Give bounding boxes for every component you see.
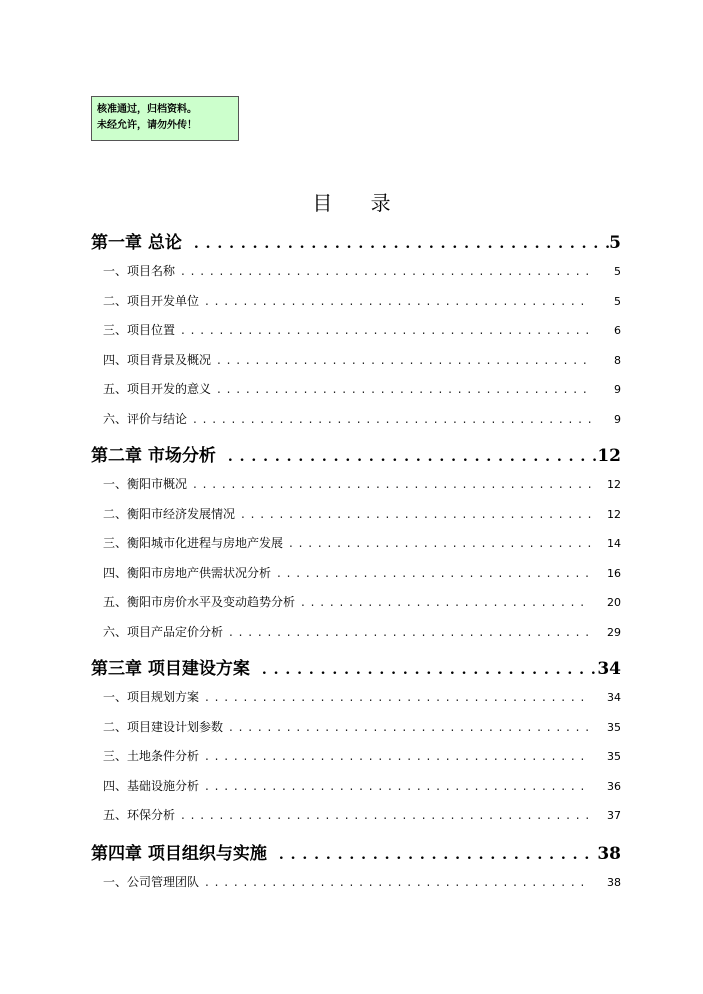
toc-entry-title: 六、项目产品定价分析 [103,625,224,639]
toc-section-entry[interactable] [91,688,621,705]
toc-dot-leader [193,412,591,426]
toc-section-entry[interactable] [91,534,621,551]
toc-dot-leader [181,323,591,337]
toc-section-entry[interactable] [91,475,621,492]
toc-page-number: 37 [607,809,621,823]
toc-chapter-entry[interactable] [91,654,621,679]
toc-page-number: 16 [607,566,621,580]
toc-section-entry[interactable] [91,351,621,368]
toc-dot-leader [262,662,597,678]
toc-section-entry[interactable] [91,564,621,581]
toc-section-entry[interactable] [91,593,621,610]
toc-page-number: 9 [614,383,621,397]
toc-dot-leader [241,507,591,521]
toc-page-number: 38 [597,844,621,864]
toc-page-number: 35 [607,720,621,734]
toc-chapter-entry[interactable] [91,441,621,466]
toc-page-number: 38 [607,876,621,889]
toc-page-number: 5 [614,294,621,308]
toc-dot-leader [194,236,609,252]
toc-dot-leader [181,808,591,822]
toc-entry-title: 二、项目开发单位 [103,293,200,308]
toc-entry-title: 三、项目位置 [103,323,176,338]
toc-page-number: 34 [607,691,621,704]
toc-entry-title: 二、衡阳市经济发展情况 [103,506,236,521]
toc-page-number: 36 [607,779,621,793]
toc-entry-title: 四、项目背景及概况 [103,352,212,367]
toc-dot-leader [217,353,591,367]
toc-page-number: 8 [614,353,621,367]
toc-section-entry[interactable] [91,380,621,397]
toc-page-number: 12 [607,478,621,491]
toc-section-entry[interactable] [91,505,621,522]
toc-dot-leader [205,749,591,763]
toc-section-entry[interactable] [91,747,621,764]
toc-dot-leader [205,690,591,704]
toc-entry-title: 一、项目名称 [103,264,176,278]
toc-entry-title: 三、衡阳城市化进程与房地产发展 [103,536,284,551]
toc-entry-title: 五、环保分析 [103,808,176,823]
toc-entry-title: 六、评价与结论 [103,412,188,426]
toc-dot-leader [228,449,597,465]
toc-entry-title: 五、衡阳市房价水平及变动趋势分析 [103,595,296,610]
toc-page-number: 12 [597,446,621,466]
toc-section-entry[interactable] [91,262,621,279]
toc-page-number: 14 [607,537,621,551]
approval-stamp [91,96,239,141]
toc-chapter-entry[interactable] [91,839,621,864]
toc-page-number: 29 [607,626,621,639]
toc-page-number: 35 [607,750,621,764]
toc-entry-title: 第二章 市场分析 [91,446,216,466]
toc-page-number: 12 [607,507,621,521]
stamp-line-2: 未经允许，请勿外传！ [97,120,197,131]
toc-entry-title: 二、项目建设计划参数 [103,719,224,734]
toc-chapter-entry[interactable] [91,228,621,253]
toc-page-number: 5 [614,265,621,278]
toc-section-entry[interactable] [91,806,621,823]
toc-dot-leader [193,477,591,491]
toc-dot-leader [229,625,591,639]
toc-dot-leader [277,566,591,580]
toc-entry-title: 一、项目规划方案 [103,690,200,704]
toc-page-number: 5 [609,233,621,253]
toc-entry-title: 四、衡阳市房地产供需状况分析 [103,565,272,580]
toc-entry-title: 一、衡阳市概况 [103,477,188,491]
toc-dot-leader [217,382,591,396]
toc-entry-title: 三、土地条件分析 [103,749,200,764]
toc-title: 目 录 [312,191,407,215]
toc-entry-title: 四、基础设施分析 [103,778,200,793]
toc-section-entry[interactable] [91,777,621,794]
toc-section-entry[interactable] [91,623,621,640]
toc-entry-title: 第三章 项目建设方案 [91,659,250,679]
toc-page-number: 6 [614,324,621,338]
toc-dot-leader [229,720,591,734]
toc-entry-title: 一、公司管理团队 [103,875,200,889]
toc-dot-leader [279,847,597,863]
toc-section-entry[interactable] [91,873,621,890]
toc-section-entry[interactable] [91,321,621,338]
toc-dot-leader [289,536,591,550]
toc-page-number: 20 [607,596,621,610]
toc-page-number: 34 [597,659,621,679]
toc-section-entry[interactable] [91,410,621,427]
toc-section-entry[interactable] [91,718,621,735]
toc-page-number: 9 [614,413,621,426]
toc-section-entry[interactable] [91,292,621,309]
toc-dot-leader [205,294,591,308]
toc-dot-leader [205,779,591,793]
stamp-line-1: 核准通过，归档资料。 [97,104,197,115]
toc-dot-leader [301,595,591,609]
toc-dot-leader [205,875,591,889]
toc-entry-title: 第一章 总论 [91,233,182,253]
toc-entry-title: 第四章 项目组织与实施 [91,844,267,864]
toc-entry-title: 五、项目开发的意义 [103,382,212,397]
toc-dot-leader [181,264,591,278]
